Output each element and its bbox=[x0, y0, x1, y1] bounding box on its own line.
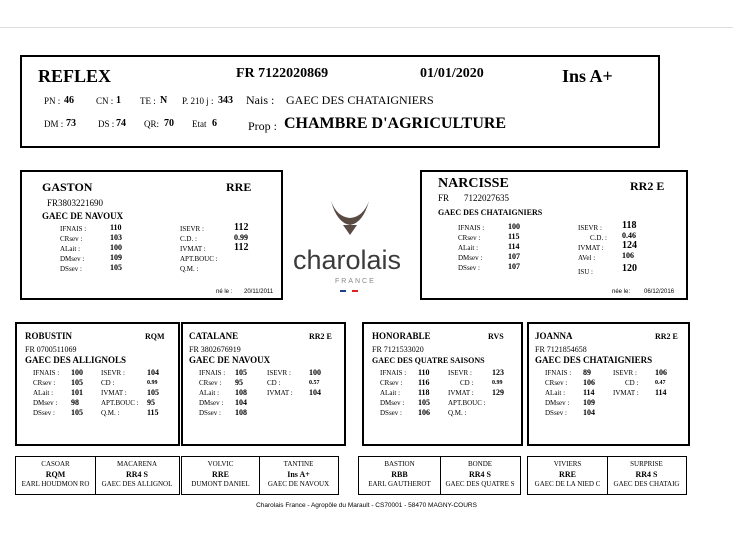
value: 118 bbox=[622, 220, 637, 231]
prop-label: Prop : bbox=[248, 119, 278, 133]
ggp-qual: RQM bbox=[45, 470, 66, 479]
value: 0.99 bbox=[234, 233, 248, 242]
great-grandparent bbox=[608, 457, 685, 494]
value: 104 bbox=[235, 398, 247, 407]
gp-name: JOANNA bbox=[535, 331, 573, 341]
dam-id: 7122027635 bbox=[464, 193, 509, 203]
ggp-owner: GAEC DE NAVOUX bbox=[267, 480, 330, 488]
gp-labels-2 bbox=[267, 368, 293, 398]
ggp-owner: DUMONT DANIEL bbox=[191, 480, 250, 488]
sire-values-2 bbox=[234, 223, 248, 253]
gp-labels-2 bbox=[448, 368, 486, 418]
label: DMsev : bbox=[458, 254, 483, 262]
label: ALait : bbox=[545, 389, 566, 397]
gp-id: FR 7121533020 bbox=[372, 345, 424, 354]
label: IFNAIS : bbox=[33, 369, 60, 377]
value: 115 bbox=[147, 408, 159, 417]
value: 0.99 bbox=[492, 380, 503, 386]
value: 105 bbox=[110, 263, 122, 272]
sire-born-label: né le : bbox=[216, 289, 233, 295]
dam-labels-2 bbox=[578, 223, 607, 277]
ggp-qual: RR4 S bbox=[635, 470, 658, 479]
value: 109 bbox=[110, 253, 122, 262]
label: DSsev : bbox=[60, 265, 82, 273]
gp-values-2 bbox=[309, 368, 321, 398]
p210-value: 343 bbox=[218, 95, 233, 106]
great-grandparent bbox=[260, 457, 337, 494]
label: APT.BOUC : bbox=[448, 399, 486, 407]
ds-value: 74 bbox=[116, 118, 126, 129]
label: IFNAIS : bbox=[458, 224, 485, 232]
ggp-name: VIVIERS bbox=[553, 460, 582, 468]
value: 123 bbox=[492, 368, 504, 377]
label: Q.M. : bbox=[101, 409, 120, 417]
label: CRsev : bbox=[380, 379, 403, 387]
animal-id: FR 7122020869 bbox=[236, 66, 329, 81]
value: 114 bbox=[508, 242, 520, 251]
sire-id: FR3803221690 bbox=[47, 198, 104, 208]
gp-values-1 bbox=[583, 368, 595, 418]
gp-id: FR 3802676919 bbox=[189, 345, 241, 354]
ggp-owner: GAEC DE LA NIED C bbox=[534, 480, 601, 488]
label: IFNAIS : bbox=[380, 369, 407, 377]
gp-name: CATALANE bbox=[189, 331, 239, 341]
label: ISEVR : bbox=[578, 224, 602, 232]
label: IVMAT : bbox=[267, 389, 293, 397]
ggp-name: CASOAR bbox=[41, 460, 70, 468]
label: IFNAIS : bbox=[60, 225, 87, 233]
label: DMsev : bbox=[380, 399, 405, 407]
p210-label: P. 210 j : bbox=[182, 96, 214, 106]
sire-name: GASTON bbox=[42, 180, 93, 194]
grandparent-card bbox=[181, 322, 346, 446]
grandparent-card bbox=[15, 322, 180, 446]
gp-breeder: GAEC DES QUATRE SAISONS bbox=[372, 356, 485, 365]
etat-value: 6 bbox=[212, 118, 217, 129]
value: 0.47 bbox=[655, 380, 666, 386]
gp-name: HONORABLE bbox=[372, 331, 431, 341]
dam-values-2 bbox=[622, 221, 637, 274]
value: 89 bbox=[583, 368, 591, 377]
dam-values-1 bbox=[508, 222, 520, 272]
value: 95 bbox=[147, 398, 155, 407]
great-grandparent-pair bbox=[527, 456, 687, 495]
animal-name: REFLEX bbox=[38, 66, 112, 86]
value: 110 bbox=[418, 368, 430, 377]
dm-value: 73 bbox=[66, 118, 76, 129]
label: Q.M. : bbox=[180, 265, 199, 273]
value: 108 bbox=[235, 388, 247, 397]
dam-breeder: GAEC DES CHATAIGNIERS bbox=[438, 208, 543, 217]
label: DMsev : bbox=[199, 399, 224, 407]
value: 116 bbox=[418, 378, 430, 387]
gp-qual: RQM bbox=[145, 332, 165, 341]
label: DSsev : bbox=[33, 409, 55, 417]
label: IVMAT : bbox=[578, 244, 604, 252]
label: ISEVR : bbox=[180, 225, 204, 233]
label: IFNAIS : bbox=[199, 369, 226, 377]
value: 100 bbox=[508, 222, 520, 231]
ggp-qual: RRE bbox=[212, 470, 229, 479]
gp-breeder: GAEC DES CHATAIGNIERS bbox=[535, 355, 653, 365]
value: 110 bbox=[110, 223, 122, 232]
label: ISEVR : bbox=[448, 369, 472, 377]
nais-label: Nais : bbox=[246, 93, 275, 107]
value: 0.99 bbox=[147, 380, 158, 386]
label: ALait : bbox=[60, 245, 81, 253]
dam-born-label: née le: bbox=[612, 289, 631, 295]
nais-value: GAEC DES CHATAIGNIERS bbox=[286, 93, 434, 107]
gp-qual: RVS bbox=[488, 332, 504, 341]
label: ISEVR : bbox=[613, 369, 637, 377]
dam-labels-1 bbox=[458, 223, 484, 273]
label: AVel : bbox=[578, 254, 596, 262]
qr-value: 70 bbox=[164, 118, 174, 129]
dam-card bbox=[420, 170, 688, 300]
sire-card bbox=[20, 170, 283, 300]
value: 0.57 bbox=[309, 380, 320, 386]
gp-labels-2 bbox=[101, 368, 139, 418]
value: 105 bbox=[147, 388, 159, 397]
label: CD : bbox=[101, 379, 115, 387]
label: CD : bbox=[267, 379, 281, 387]
value: 100 bbox=[110, 243, 122, 252]
gp-qual: RR2 E bbox=[309, 332, 332, 341]
pn-label: PN : bbox=[44, 96, 61, 106]
label: DSsev : bbox=[199, 409, 221, 417]
great-grandparent bbox=[16, 457, 96, 494]
grandparent-card bbox=[527, 322, 690, 446]
footer-address: Charolais France - Agropôle du Marault - CS70001 - 58470 MAGNY-COURS bbox=[256, 502, 477, 509]
value: 104 bbox=[583, 408, 595, 417]
label: CRsev : bbox=[199, 379, 222, 387]
label: DSsev : bbox=[545, 409, 567, 417]
value: 112 bbox=[234, 242, 249, 253]
great-grandparent bbox=[441, 457, 519, 494]
gp-values-2 bbox=[655, 368, 667, 398]
label: CRsev : bbox=[458, 234, 481, 242]
sire-labels-1 bbox=[60, 224, 86, 274]
label: ALait : bbox=[33, 389, 54, 397]
ggp-name: BASTION bbox=[384, 460, 415, 468]
value: 105 bbox=[71, 408, 83, 417]
value: 107 bbox=[508, 262, 520, 271]
great-grandparent bbox=[528, 457, 608, 494]
main-animal-card bbox=[20, 55, 660, 148]
prop-value: CHAMBRE D'AGRICULTURE bbox=[284, 115, 507, 132]
value: 124 bbox=[622, 240, 637, 251]
label: Q.M. : bbox=[448, 409, 467, 417]
great-grandparent-pair bbox=[358, 456, 521, 495]
ggp-qual: RR4 S bbox=[468, 470, 491, 479]
animal-index: Ins A+ bbox=[562, 66, 613, 86]
value: 0.46 bbox=[622, 231, 636, 240]
great-grandparent bbox=[96, 457, 178, 494]
gp-values-1 bbox=[71, 368, 83, 418]
label: ISEVR : bbox=[267, 369, 291, 377]
ggp-name: TANTINE bbox=[283, 460, 314, 468]
grandparent-card bbox=[362, 322, 523, 446]
dam-name: NARCISSE bbox=[438, 176, 509, 191]
gp-breeder: GAEC DES ALLIGNOLS bbox=[25, 355, 127, 365]
gp-labels-1 bbox=[199, 368, 225, 418]
value: 105 bbox=[71, 378, 83, 387]
gp-qual: RR2 E bbox=[655, 332, 678, 341]
dam-qual: RR2 E bbox=[630, 179, 665, 193]
label: IVMAT : bbox=[101, 389, 127, 397]
ggp-owner: EARL HOUDMON RO bbox=[21, 480, 90, 488]
sire-breeder: GAEC DE NAVOUX bbox=[42, 211, 124, 221]
value: 100 bbox=[309, 368, 321, 377]
great-grandparent bbox=[359, 457, 441, 494]
sire-qual: RRE bbox=[226, 180, 252, 194]
label: CRsev : bbox=[60, 235, 83, 243]
ggp-name: VOLVIC bbox=[207, 460, 234, 468]
value: 104 bbox=[309, 388, 321, 397]
logo-sub: FRANCE bbox=[335, 278, 376, 285]
dam-born: 06/12/2016 bbox=[644, 289, 675, 295]
label: CRsev : bbox=[33, 379, 56, 387]
ggp-qual: RBB bbox=[391, 470, 408, 479]
label: IVMAT : bbox=[448, 389, 474, 397]
cn-value: 1 bbox=[116, 95, 121, 106]
great-grandparent bbox=[182, 457, 260, 494]
gp-values-1 bbox=[235, 368, 247, 418]
label: CD : bbox=[625, 379, 639, 387]
ggp-qual: RRE bbox=[559, 470, 576, 479]
etat-label: Etat bbox=[192, 119, 207, 129]
bull-horns-icon bbox=[287, 195, 413, 235]
label: DSsev : bbox=[380, 409, 402, 417]
ds-label: DS : bbox=[98, 119, 115, 129]
label: ALait : bbox=[458, 244, 479, 252]
value: 129 bbox=[492, 388, 504, 397]
value: 114 bbox=[583, 388, 595, 397]
label: ALait : bbox=[380, 389, 401, 397]
value: 106 bbox=[418, 408, 430, 417]
label: DMsev : bbox=[545, 399, 570, 407]
dm-label: DM : bbox=[44, 119, 64, 129]
value: 98 bbox=[71, 398, 79, 407]
gp-labels-1 bbox=[33, 368, 59, 418]
ggp-qual: RR4 S bbox=[125, 470, 148, 479]
sire-values-1 bbox=[110, 223, 122, 273]
value: 106 bbox=[622, 251, 634, 260]
value: 106 bbox=[655, 368, 667, 377]
ggp-owner: EARL GAUTHEROT bbox=[368, 480, 431, 488]
te-label: TE : bbox=[140, 96, 156, 106]
label: IFNAIS : bbox=[545, 369, 572, 377]
ggp-owner: GAEC DES ALLIGNOL bbox=[101, 480, 173, 488]
value: 108 bbox=[235, 408, 247, 417]
value: 95 bbox=[235, 378, 243, 387]
ggp-name: MACARENA bbox=[116, 460, 158, 468]
top-divider bbox=[0, 27, 733, 28]
logo-text: charolais bbox=[293, 245, 402, 275]
great-grandparent-pair bbox=[181, 456, 339, 495]
label: DMsev : bbox=[60, 255, 85, 263]
value: 118 bbox=[418, 388, 430, 397]
te-value: N bbox=[160, 95, 168, 106]
gp-values-1 bbox=[418, 368, 430, 418]
value: 105 bbox=[235, 368, 247, 377]
great-grandparent-pair bbox=[15, 456, 180, 495]
value: 100 bbox=[71, 368, 83, 377]
qr-label: QR: bbox=[144, 119, 160, 129]
value: 115 bbox=[508, 232, 520, 241]
gp-labels-1 bbox=[545, 368, 571, 418]
gp-name: ROBUSTIN bbox=[25, 331, 73, 341]
label: DSsev : bbox=[458, 264, 480, 272]
ggp-qual: Ins A+ bbox=[287, 470, 310, 479]
gp-values-2 bbox=[147, 368, 159, 418]
dam-id-prefix: FR bbox=[438, 193, 450, 203]
ggp-name: SURPRISE bbox=[630, 460, 663, 468]
label: C.D. : bbox=[180, 235, 197, 243]
charolais-logo bbox=[287, 195, 413, 295]
label: CD : bbox=[460, 379, 474, 387]
value: 101 bbox=[71, 388, 83, 397]
value: 114 bbox=[655, 388, 667, 397]
value: 112 bbox=[234, 222, 249, 233]
gp-id: FR 7121854658 bbox=[535, 345, 587, 354]
ggp-owner: GAEC DES CHATAIG bbox=[613, 480, 680, 488]
label: C.D. : bbox=[590, 234, 607, 242]
label: APT.BOUC : bbox=[101, 399, 139, 407]
label: IVMAT : bbox=[613, 389, 639, 397]
gp-labels-1 bbox=[380, 368, 406, 418]
ggp-owner: GAEC DES QUATRE S bbox=[445, 480, 515, 488]
value: 103 bbox=[110, 233, 122, 242]
label: ISU : bbox=[578, 268, 593, 276]
gp-labels-2 bbox=[613, 368, 639, 398]
label: IVMAT : bbox=[180, 245, 206, 253]
animal-date: 01/01/2020 bbox=[420, 66, 484, 81]
label: DMsev : bbox=[33, 399, 58, 407]
gp-values-2 bbox=[492, 368, 504, 398]
value: 104 bbox=[147, 368, 159, 377]
value: 120 bbox=[622, 263, 637, 274]
pn-value: 46 bbox=[64, 95, 74, 106]
sire-labels-2 bbox=[180, 224, 218, 274]
gp-id: FR 0700511069 bbox=[25, 345, 77, 354]
value: 109 bbox=[583, 398, 595, 407]
cn-label: CN : bbox=[96, 96, 114, 106]
label: CRsev : bbox=[545, 379, 568, 387]
gp-breeder: GAEC DE NAVOUX bbox=[189, 355, 271, 365]
value: 106 bbox=[583, 378, 595, 387]
label: ISEVR : bbox=[101, 369, 125, 377]
value: 107 bbox=[508, 252, 520, 261]
value: 105 bbox=[418, 398, 430, 407]
label: ALait : bbox=[199, 389, 220, 397]
label: APT.BOUC : bbox=[180, 255, 218, 263]
sire-born: 20/11/2011 bbox=[244, 289, 274, 295]
ggp-name: BONDE bbox=[467, 460, 493, 468]
french-flag-icon bbox=[340, 290, 358, 292]
